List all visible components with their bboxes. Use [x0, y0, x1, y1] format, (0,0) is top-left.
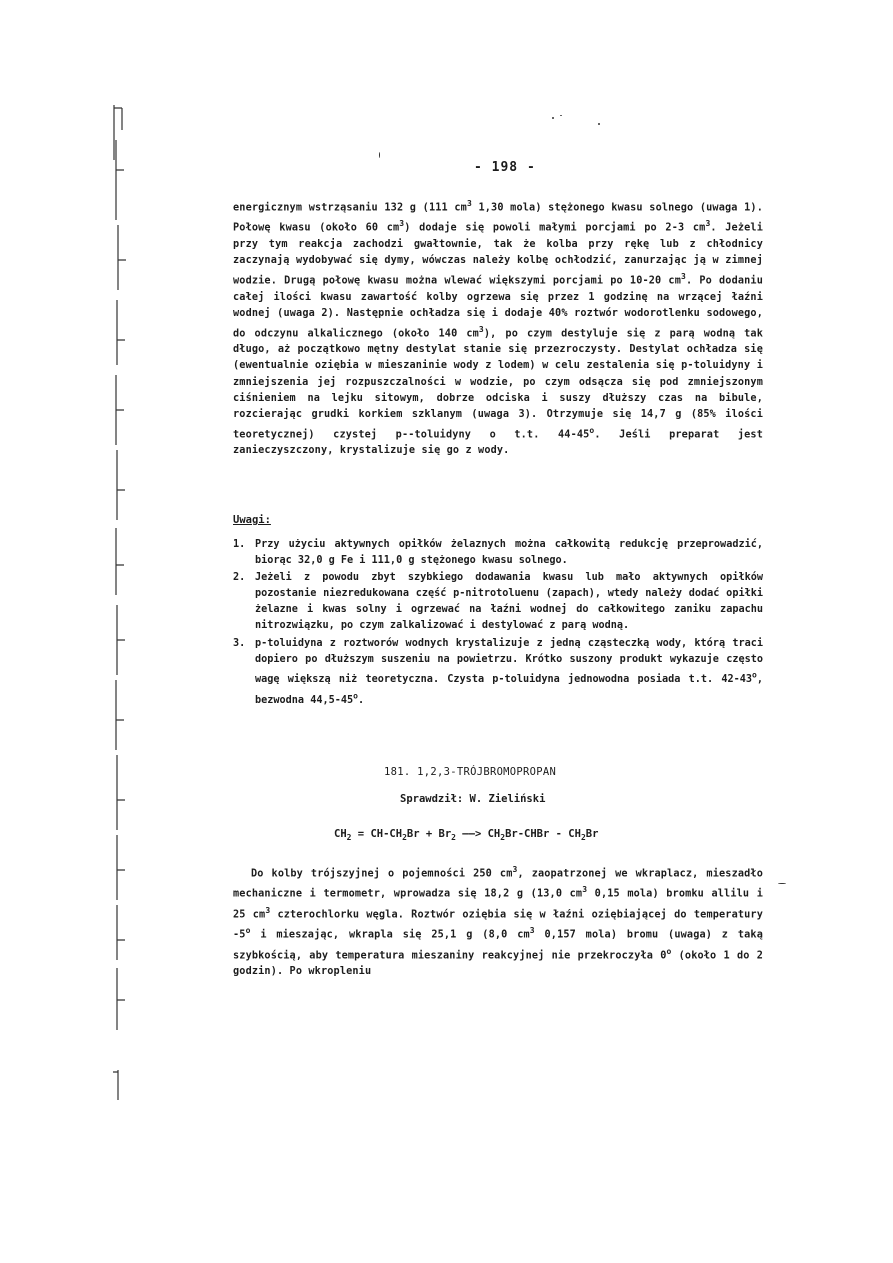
scan-speck: [552, 117, 554, 119]
note-text: Przy użyciu aktywnych opiłków żelaznych można całkowitą redukcję przeprowadzić, biorąc 32,0 g Fe i 111,0 g stężonego kwasu solnego.: [255, 539, 763, 567]
note-text: Jeżeli z powodu zbyt szybkiego dodawania kwasu lub mało aktywnych opiłków pozostanie niezredukowana część p-nitrotoluenu (zapach), wtedy należy dodać opiłki żelazne i kwas solny i ogrzewać na łaźni wodnej do całkowitego zaniku zapachu nitrozwiązku, po czym zalkalizować i destylować z parą wodną.: [255, 572, 763, 632]
notes-list: [233, 537, 763, 710]
notes-heading: Uwagi:: [233, 514, 271, 526]
paragraph-procedure: energicznym wstrząsaniu 132 g (111 $cm^3$ 1,30 mola) stężonego kwasu solnego (uwaga 1). Połowę kwasu (około 60 $cm^3$) dodaje się powoli małymi porcjami po 2-3 $cm^3$. Jeżeli przy tym reakcja zachodzi gwałtownie, tak że kolba przy rękę lub z chłodnicy zaczynają wydobywać się dymy, wówczas należy kolbę ochłodzić, zanurzając ją w zimnej wodzie. Drugą połowę kwasu można wlewać większymi porcjami po 10-20 $cm^3$. Po dodaniu całej ilości kwasu zawartość kolby ogrzewa się przez 1 godzinę na wrzącej łaźni wodnej (uwaga 2). Następnie ochładza się i dodaje 40% roztwór wodorotlenku sodowego, do odczynu alkalicznego (około 140 $cm^3$), po czym destyluje się z parą wodną tak długo, aż początkowo mętny destylat stanie się przezroczysty. Destylat ochładza się (ewentualnie oziębia w mieszaninie wody z lodem) w celu zestalenia się p-toluidyny i zmniejszenia jej rozpuszczalności w wodzie, po czym odsącza się pod zmniejszonym ciśnieniem na lejku sitowym, dobrze odciska i suszy dłuższy czas na bibule, rozcierając grudki korkiem szklanym (uwaga 3). Otrzymuje się 14,7 g (85% ilości teoretycznej) czystej p--toluidyny o t.t. 44-45$^o$. Jeśli preparat jest zanieczyszczony, krystalizuje się go z wody.: [233, 199, 763, 457]
page-number: - 198 -: [474, 160, 536, 175]
note-number: 3.: [233, 637, 246, 649]
note-number: 1.: [233, 539, 246, 550]
section-title: 181. 1,2,3-TRÓJBROMOPROPAN: [384, 766, 557, 778]
scan-speck: [598, 123, 600, 125]
note-item: [233, 537, 763, 569]
checker-credit: Sprawdził: W. Zieliński: [400, 793, 546, 805]
paragraph-synthesis: Do kolby trójszyjnej o pojemności 250 $cm^3$, zaopatrzonej we wkraplacz, mieszadło mechaniczne i termometr, wprowadza się 18,2 g (13,0 $cm^3$ 0,15 mola) bromku allilu i 25 $cm^3$ czterochlorku węgla. Roztwór oziębia się w łaźni oziębiającej do temperatury -5$^o$ i mieszając, wkrapla się 25,1 g (8,0 $cm^3$ 0,157 mola) bromu (uwaga) z taką szybkością, aby temperatura mieszaniny reakcyjnej nie przekroczyła 0$^o$ (około 1 do 2 godzin). Po wkropleniu: [233, 865, 763, 978]
note-number: 2.: [233, 572, 246, 584]
scan-speck: [778, 883, 786, 884]
scan-speck: [560, 115, 562, 116]
scan-speck: [379, 152, 380, 158]
note-text: p-toluidyna z roztworów wodnych krystalizuje z jedną cząsteczką wody, którą traci dopiero po dłuższym suszeniu na powietrzu. Krótko suszony produkt wykazuje często wagę większą niż teoretyczna. Czysta p-toluidyna jednowodna posiada t.t. 42-43$^o$, bezwodna 44,5-45$^o$.: [255, 637, 763, 706]
note-item: [233, 636, 763, 709]
reaction-equation: $CH_2 = CH-CH_2Br + Br_2$ ——> $CH_2Br$-CHBr - $CH_2Br$: [334, 828, 599, 843]
binding-margin-marks: [108, 100, 128, 1100]
note-item: [233, 570, 763, 634]
